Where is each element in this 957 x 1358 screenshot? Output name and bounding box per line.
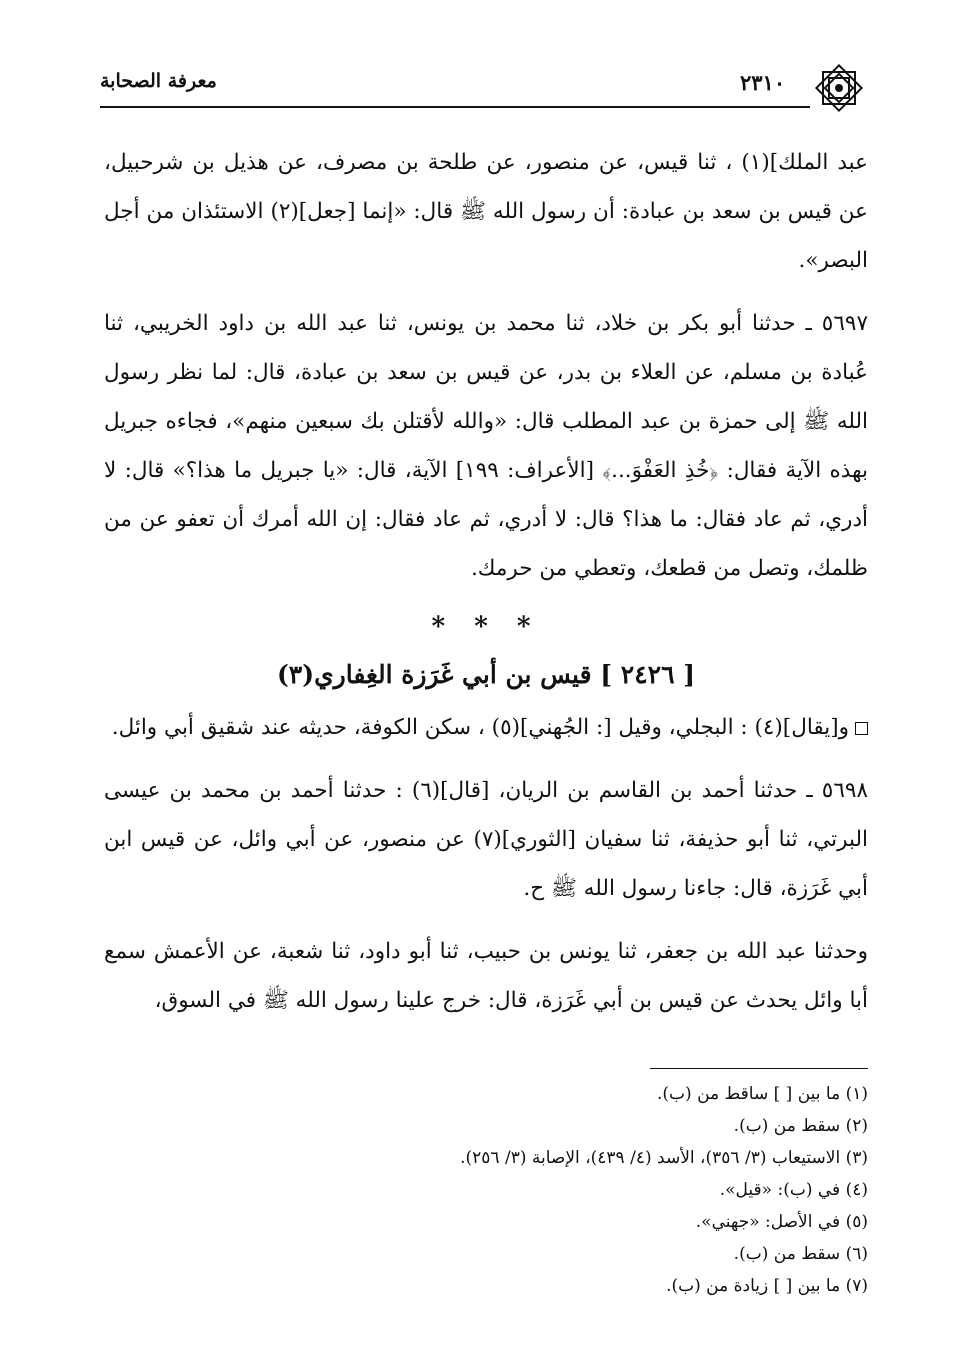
section-intro (104, 703, 868, 752)
book-title: معرفة الصحابة (100, 70, 217, 92)
footnote: (٤) في (ب): «قيل». (719, 1180, 868, 1200)
paragraph-text: عبد الملك](١) ، ثنا قيس، عن منصور، عن طلحة بن مصرف، عن هذيل بن شرحبيل، عن قيس بن سعد بن عبادة: أن رسول الله ﷺ قال: «إنما [جعل](٢) الاستئذان من أجل البصر». (104, 150, 868, 273)
section-separator: * * * (431, 612, 541, 642)
paragraph (104, 299, 868, 593)
header-rule (100, 106, 810, 108)
footnotes (104, 1078, 868, 1302)
footnote: (٦) سقط من (ب). (733, 1244, 868, 1264)
paragraph (104, 138, 868, 285)
paragraph (104, 766, 868, 913)
paragraph-text: ٥٦٩٨ ـ حدثنا أحمد بن القاسم بن الريان، [قال](٦) : حدثنا أحمد بن محمد بن عيسى البرتي، ثنا أبو حذيفة، ثنا سفيان [الثوري](٧) عن منصور، عن أبي وائل، عن قيس ابن أبي غَرَزة، قال: جاءنا رسول الله ﷺ ح. (104, 778, 868, 901)
footnote: (٣) الاستيعاب (٣/ ٣٥٦)، الأسد (٤/ ٤٣٩)، الإصابة (٣/ ٢٥٦). (460, 1148, 868, 1168)
paragraph (104, 927, 868, 1025)
footnote: (١) ما بين [ ] ساقط من (ب). (657, 1084, 868, 1104)
section-heading: [ ٢٤٢٦ ] قيس بن أبي غَرَزة الغِفاري(٣) (276, 660, 696, 689)
main-text (104, 138, 868, 1039)
section-intro-text: و[يقال](٤) : البجلي، وقيل [: الجُهني](٥) ، سكن الكوفة، حديثه عند شقيق أبي وائل. (111, 715, 849, 740)
paragraph-text: وحدثنا عبد الله بن جعفر، ثنا يونس بن حبيب، ثنا أبو داود، ثنا شعبة، عن الأعمش سمع أبا وائل يحدث عن قيس بن أبي غَرَزة، قال: خرج علينا رسول الله ﷺ في السوق، (104, 939, 868, 1013)
paragraph-text: ٥٦٩٧ ـ حدثنا أبو بكر بن خلاد، ثنا محمد بن يونس، ثنا عبد الله بن داود الخريبي، ثنا عُبادة بن مسلم، عن العلاء بن بدر، عن قيس بن سعد بن عبادة، قال: لما نظر رسول الله ﷺ إلى حمزة بن عبد المطلب قال: «والله لأقتلن بك سبعين منهم»، فجاءه جبريل بهذه الآية فقال: ﴿خُذِ العَفْوَ...﴾ [الأعراف: ١٩٩] الآية، قال: «يا جبريل ما هذا؟» قال: لا أدري، ثم عاد فقال: ما هذا؟ قال: لا أدري، ثم عاد فقال: إن الله أمرك أن تعفو عن من ظلمك، وتصل من قطعك، وتعطي من حرمك. (104, 311, 868, 581)
square-marker-icon (855, 722, 868, 735)
page-header (100, 62, 875, 112)
footnote: (٧) ما بين [ ] زيادة من (ب). (666, 1276, 868, 1296)
page-number: ٢٣١٠ (740, 70, 786, 95)
footnote: (٢) سقط من (ب). (733, 1116, 868, 1136)
footnote: (٥) في الأصل: «جهني». (695, 1212, 868, 1232)
footnote-rule (650, 1068, 868, 1069)
octagram-ornament-icon (813, 62, 865, 114)
